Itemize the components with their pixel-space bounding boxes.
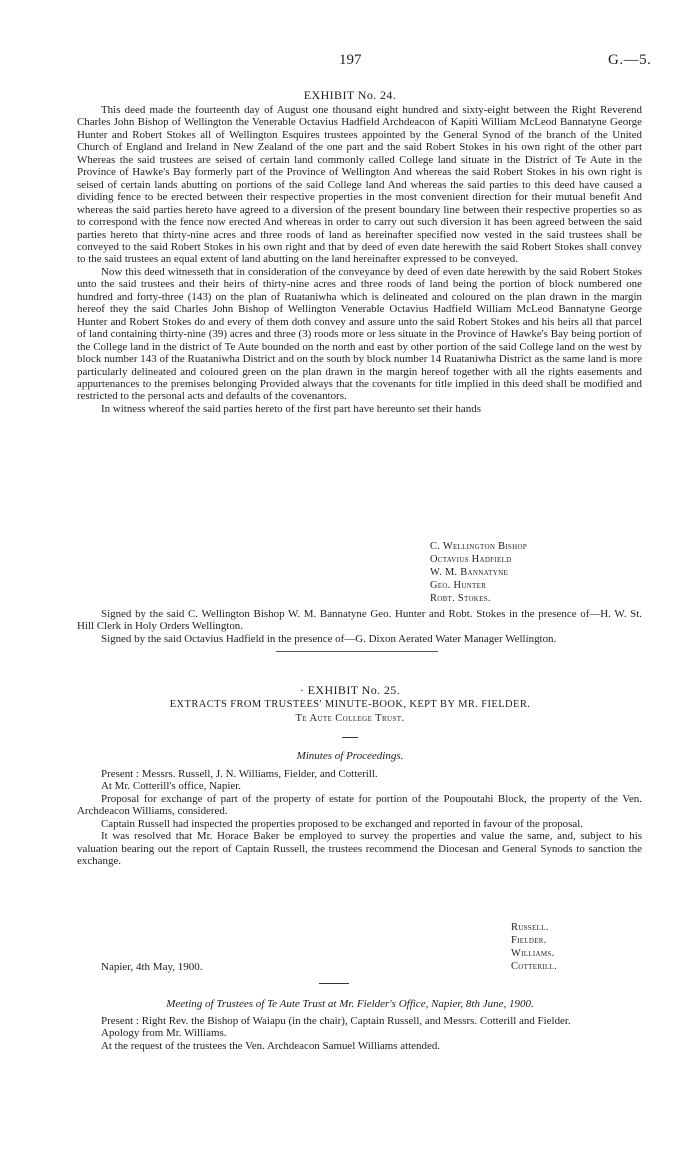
meeting-paragraph: Apology from Mr. Williams. — [101, 1027, 227, 1040]
minutes-paragraph: Present : Messrs. Russell, J. N. Williams, Fielder, and Cotterill. — [101, 768, 378, 780]
signatory: Fielder. — [511, 935, 547, 946]
signatory: C. Wellington Bishop — [430, 541, 528, 552]
deed-witness-paragraph: In witness whereof the said parties hereto of the first part have hereunto set their hands — [101, 402, 481, 415]
deed-attestations — [77, 608, 642, 645]
minutes-date: Napier, 4th May, 1900. — [101, 961, 203, 973]
attestation-paragraph: Signed by the said Octavius Hadfield in the presence of—G. Dixon Aerated Water Manager Wellington. — [101, 632, 557, 645]
signatory: Russell. — [511, 922, 549, 933]
signatory: Geo. Hunter — [430, 580, 487, 591]
section-divider — [276, 651, 438, 652]
exhibit-24-body — [77, 104, 642, 415]
meeting-paragraph: At the request of the trustees the Ven. Archdeacon Samuel Williams attended. — [101, 1039, 441, 1052]
page-number: 197 — [339, 52, 362, 68]
short-divider — [319, 983, 349, 984]
document-reference: G.—5. — [608, 52, 652, 68]
attestation-paragraph: Signed by the said C. Wellington Bishop W. M. Bannatyne Geo. Hunter and Robt. Stokes in the presence of—H. W. St. Hill Clerk in Holy Orders Wellington. — [77, 608, 642, 633]
signatory: Williams. — [511, 948, 555, 959]
exhibit-25-heading: · EXHIBIT No. 25. — [299, 683, 401, 697]
exhibit-25-subheading: EXTRACTS FROM TRUSTEES' MINUTE-BOOK, KEPT BY MR. FIELDER. — [169, 699, 531, 710]
trust-name: Te Aute College Trust. — [295, 713, 405, 724]
minutes-paragraph: It was resolved that Mr. Horace Baker be employed to survey the properties and value the same, and, subject to his valuation bearing out the report of Captain Russell, the trustees recommend the Diocesan and General Synods to sanction the exchange. — [77, 830, 642, 868]
meeting-title: Meeting of Trustees of Te Aute Trust at Mr. Fielder's Office, Napier, 8th June, 1900. — [166, 998, 534, 1010]
minutes-signatories — [511, 921, 557, 973]
short-divider — [342, 737, 358, 738]
deed-signatories — [430, 540, 527, 605]
minutes-body — [77, 768, 642, 868]
meeting-paragraph: Present : Right Rev. the Bishop of Waiapu (in the chair), Captain Russell, and Messrs. Cotterill and Fielder. — [101, 1015, 571, 1027]
meeting-body — [77, 1015, 642, 1052]
minutes-paragraph: Captain Russell had inspected the properties proposed to be exchanged and reported in favour of the proposal. — [101, 817, 584, 830]
minutes-title: Minutes of Proceedings. — [296, 750, 404, 762]
signatory: Robt. Stokes. — [430, 593, 491, 604]
signatory: W. M. Bannatyne — [430, 567, 509, 578]
deed-operative-paragraph: Now this deed witnesseth that in consideration of the conveyance by deed of even date herewith by the said Robert Stokes unto the said trustees and their heirs of thirty-nine acres and three roods of land being the portion of block numbered one hundred and forty-three (143) on the plan of Ruataniwha which is delineated and coloured on the plan drawn in the margin hereof they the said Charles John Bishop of Wellington Venerable Octavius Hadfield William McLeod Bannatyne George Hunter and Robert Stokes do and every of them doth convey and assure unto the said Robert Stokes and his heirs all that parcel of land containing thirty-nine (39) acres and three (3) roods more or less situate in the Province of Hawke's Bay being portion of the College land in the district of Te Aute bounded on the north and east by other portion of the said College land on the west by block number 143 of the Ruataniwha District and on the south by block number 14 Ruataniwha District as the same land is more particularly delineated and coloured green on the plan drawn in the margin hereof together with all the rights easements and appurtenances to the premises belonging Provided always that the covenants for title implied in this deed shall be modified and restricted to the personal acts and defaults of the covenantors. — [77, 265, 642, 403]
signatory: Octavius Hadfield — [430, 554, 512, 565]
minutes-paragraph: At Mr. Cotterill's office, Napier. — [101, 780, 241, 793]
signatory: Cotterill. — [511, 961, 557, 972]
deed-recitals-paragraph: This deed made the fourteenth day of August one thousand eight hundred and sixty-eight between the Right Reverend Charles John Bishop of Wellington the Venerable Octavius Hadfield Archdeacon of Kapiti William McLeod Bannatyne George Hunter and Robert Stokes all of Wellington Esquires trustees appointed by the General Synod of the branch of the United Church of England and Ireland in New Zealand of the one part and the said Robert Stokes in his own right of the other part Whereas the said trustees are seised of certain land commonly called College land situate in the District of Te Aute in the Province of Hawke's Bay formerly part of the Province of Wellington And whereas the said Robert Stokes in his own right is seised of certain lands abutting on portions of the said College land And whereas the said parties to this deed have caused a dividing fence to be erected between their respective properties in the most convenient direction for their mutual benefit And whereas the said parties hereto have agreed to a diversion of the present boundary line between their respective properties so as to correspond with the fence now erected And whereas in order to carry out such diversion it has been agreed between the said parties hereto that thirty-nine acres and three roods of land as hereinafter specified now vested in the said trustees shall be conveyed to the said Robert Stokes in his own right and that by deed of even date herewith the said Robert Stokes shall convey to the said trustees an equal extent of land abutting on the land hereinafter expressed to be conveyed. — [77, 104, 642, 266]
minutes-paragraph: Proposal for exchange of part of the property of estate for portion of the Poupoutahi Block, the property of the Ven. Archdeacon Williams, considered. — [77, 792, 642, 818]
exhibit-24-heading: EXHIBIT No. 24. — [303, 88, 397, 102]
